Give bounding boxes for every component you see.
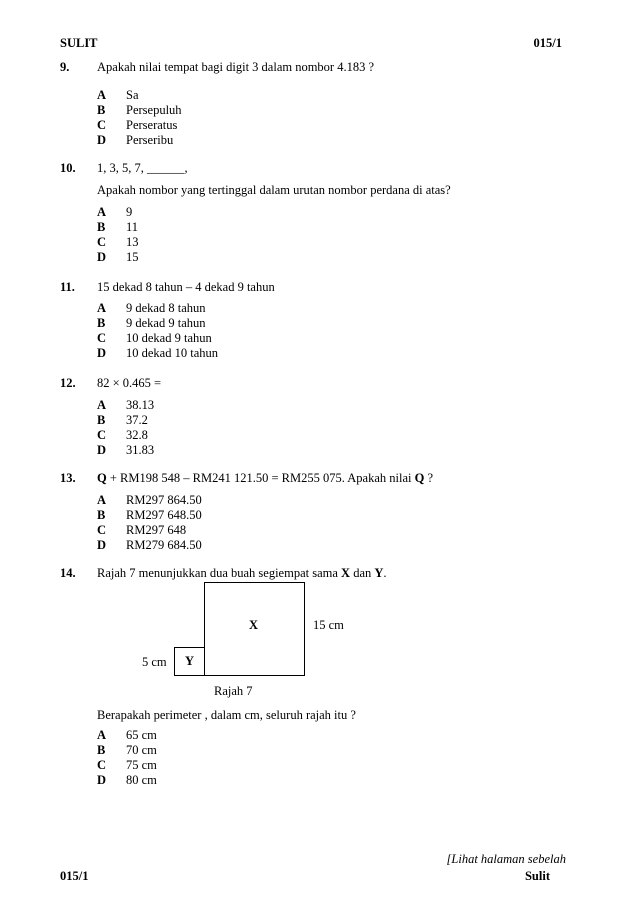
option-letter: D: [97, 538, 107, 552]
option-letter: B: [97, 413, 106, 427]
option-text: 9 dekad 9 tahun: [126, 316, 206, 330]
option-text: Sa: [126, 88, 139, 102]
question-text-c: .: [383, 566, 387, 580]
question-text: 82 × 0.465 =: [97, 376, 162, 390]
question-text: [97, 566, 387, 581]
option-text: RM297 648: [126, 523, 187, 537]
footer-right: Sulit: [524, 869, 550, 883]
question-number: 10.: [60, 161, 76, 175]
option-text: 9: [126, 205, 133, 219]
option-text: 13: [126, 235, 139, 249]
option-text: 75 cm: [126, 758, 157, 772]
option-letter: C: [97, 118, 107, 132]
option-text: RM297 648.50: [126, 508, 202, 522]
option-letter: B: [97, 743, 106, 757]
question-text: [97, 471, 433, 486]
option-letter: B: [97, 508, 106, 522]
option-text: 10 dekad 9 tahun: [126, 331, 212, 345]
question-text-mid: + RM198 548 – RM241 121.50 = RM255 075. Apakah nilai: [106, 471, 415, 485]
header-right: 015/1: [533, 36, 562, 50]
question-number: 13.: [60, 471, 76, 485]
footer-note: [Lihat halaman sebelah: [446, 852, 566, 866]
option-letter: D: [97, 443, 107, 457]
option-letter: A: [97, 301, 107, 315]
header-left: SULIT: [60, 36, 98, 50]
option-letter: C: [97, 331, 107, 345]
variable-q: Q: [97, 471, 107, 485]
option-text: 80 cm: [126, 773, 157, 787]
question-text-2: Berapakah perimeter , dalam cm, seluruh rajah itu ?: [97, 708, 356, 722]
option-letter: B: [97, 220, 106, 234]
label-x: X: [249, 618, 259, 632]
option-letter: A: [97, 88, 107, 102]
option-letter: A: [97, 728, 107, 742]
question-number: 9.: [60, 60, 70, 74]
option-letter: A: [97, 398, 107, 412]
question-text: 15 dekad 8 tahun – 4 dekad 9 tahun: [97, 280, 275, 294]
option-text: 65 cm: [126, 728, 157, 742]
option-letter: A: [97, 493, 107, 507]
dimension-large: 15 cm: [313, 618, 344, 632]
option-letter: C: [97, 523, 107, 537]
dimension-small: 5 cm: [142, 655, 167, 669]
option-text: 15: [126, 250, 139, 264]
question-text-2: Apakah nombor yang tertinggal dalam urutan nombor perdana di atas?: [97, 183, 451, 197]
option-text: RM297 864.50: [126, 493, 202, 507]
question-text-b: dan: [350, 566, 375, 580]
option-text: 10 dekad 10 tahun: [126, 346, 218, 360]
option-text: 70 cm: [126, 743, 157, 757]
option-letter: D: [97, 773, 107, 787]
option-letter: C: [97, 758, 107, 772]
label-y-inline: Y: [374, 566, 384, 580]
option-letter: A: [97, 205, 107, 219]
question-text-end: ?: [424, 471, 434, 485]
question-text-a: Rajah 7 menunjukkan dua buah segiempat sama: [97, 566, 342, 580]
option-text: 38.13: [126, 398, 155, 412]
option-letter: B: [97, 103, 106, 117]
question-number: 14.: [60, 566, 76, 580]
figure-caption: Rajah 7: [214, 684, 253, 698]
variable-q: Q: [414, 471, 425, 485]
option-text: Persepuluh: [126, 103, 182, 117]
option-text: 11: [126, 220, 139, 234]
option-text: 32.8: [126, 428, 148, 442]
option-letter: D: [97, 133, 107, 147]
option-text: Perseribu: [126, 133, 174, 147]
label-y: Y: [185, 654, 195, 668]
option-text: 9 dekad 8 tahun: [126, 301, 206, 315]
question-text: Apakah nilai tempat bagi digit 3 dalam nombor 4.183 ?: [97, 60, 375, 74]
option-text: RM279 684.50: [126, 538, 202, 552]
question-text: 1, 3, 5, 7, ______,: [97, 161, 188, 175]
question-number: 11.: [60, 280, 75, 294]
option-letter: D: [97, 250, 107, 264]
option-letter: C: [97, 428, 107, 442]
option-text: 37.2: [126, 413, 148, 427]
option-text: Perseratus: [126, 118, 178, 132]
label-x-inline: X: [341, 566, 351, 580]
option-letter: C: [97, 235, 107, 249]
footer-left: 015/1: [60, 869, 89, 883]
question-number: 12.: [60, 376, 76, 390]
option-letter: B: [97, 316, 106, 330]
option-text: 31.83: [126, 443, 155, 457]
option-letter: D: [97, 346, 107, 360]
